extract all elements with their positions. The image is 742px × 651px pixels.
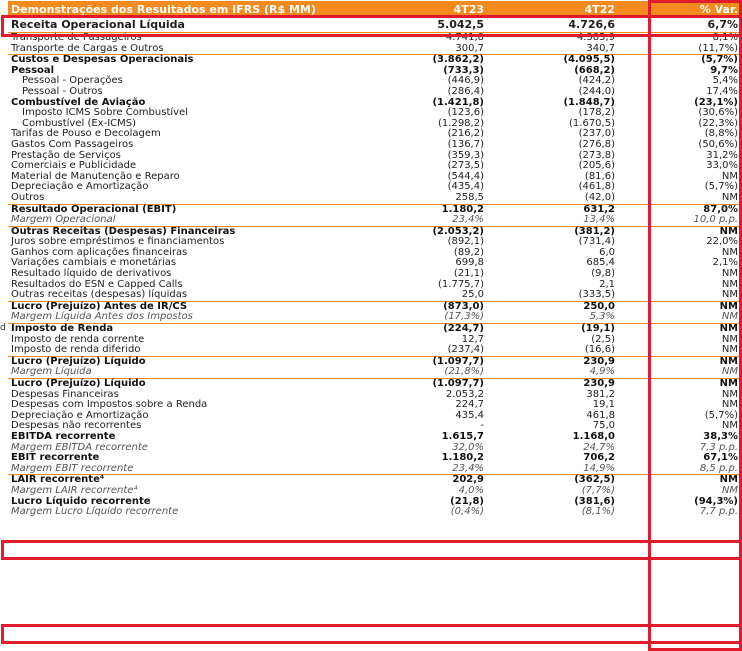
value-4t22: (42,0) (584, 191, 615, 203)
row-label: LAIR recorrente⁴ (11, 474, 105, 486)
header-col-var: % Var. (699, 3, 738, 16)
value-4t23: - (480, 420, 484, 432)
value-4t23: 2.053,2 (445, 388, 484, 400)
row-label: Juros sobre empréstimos e financiamentos (11, 236, 225, 248)
table-row (8, 432, 741, 443)
value-var: NM (719, 300, 738, 312)
value-4t23: (216,2) (447, 128, 484, 140)
row-label: Imposto ICMS Sobre Combustível (22, 107, 188, 119)
table-row (8, 367, 741, 378)
value-var: 22,0% (706, 236, 738, 248)
row-label: Resultado Operacional (EBIT) (11, 203, 177, 215)
row-label: Comerciais e Publicidade (11, 160, 137, 172)
value-4t22: (16,6) (584, 344, 615, 356)
value-4t23: (17,3%) (444, 311, 484, 323)
row-label: Variações cambiais e monetárias (11, 257, 177, 269)
row-label: Margem LAIR recorrente⁴ (11, 484, 138, 496)
row-label: Margem Líquida (11, 366, 92, 378)
value-var: (22,3%) (698, 117, 738, 129)
value-4t23: 1.180,2 (441, 452, 484, 464)
value-4t23: (435,4) (447, 181, 484, 193)
table-row (8, 33, 741, 44)
value-4t23: 435,4 (455, 409, 484, 421)
value-4t22: (668,2) (574, 64, 615, 76)
row-label: Despesas não recorrentes (11, 420, 142, 432)
value-var: 6,7% (707, 18, 738, 31)
value-4t22: 2,1 (599, 278, 615, 290)
value-var: 2,1% (712, 257, 738, 269)
table-row (8, 378, 741, 390)
value-var: 33,0% (706, 160, 738, 172)
table-row (8, 507, 741, 518)
table-row (8, 44, 741, 55)
value-var: 7,3 p.p. (699, 441, 738, 453)
header-col-4t23: 4T23 (453, 3, 484, 16)
value-4t22: (244,0) (578, 85, 615, 97)
row-label: Despesas Financeiras (11, 388, 119, 400)
row-label: EBIT recorrente (11, 452, 100, 464)
value-4t22: (424,2) (578, 75, 615, 87)
value-4t23: 258,5 (455, 191, 484, 203)
highlight-row-lucro-recorrente (1, 624, 742, 644)
value-4t23: 23,4% (452, 462, 484, 474)
value-var: NM (719, 474, 738, 486)
value-4t23: (1.097,7) (432, 378, 484, 389)
value-4t23: (89,2) (453, 246, 484, 258)
value-var: NM (721, 191, 738, 203)
header-col-4t22: 4T22 (584, 3, 615, 16)
value-4t23: 25,0 (461, 289, 484, 301)
row-label: Lucro (Prejuízo) Líquido (11, 355, 146, 367)
row-label: Depreciação e Amortização (11, 181, 149, 193)
value-var: NM (721, 333, 738, 345)
value-var: 8,1% (712, 32, 738, 43)
row-label: Resultado líquido de derivativos (11, 268, 172, 280)
table-row (8, 182, 741, 193)
row-label: Combustível (Ex-ICMS) (22, 117, 137, 129)
value-4t22: 4.385,9 (576, 32, 615, 43)
row-label: Lucro (Prejuízo) Antes de IR/CS (11, 300, 188, 312)
row-label: Outros (11, 191, 45, 203)
row-label: EBITDA recorrente (11, 430, 116, 442)
value-4t22: (273,8) (578, 149, 615, 161)
value-4t23: 224,7 (455, 399, 484, 411)
table-row (8, 193, 741, 204)
value-4t22: 250,0 (583, 300, 615, 312)
row-label: Custos e Despesas Operacionais (11, 54, 194, 66)
value-4t23: (892,1) (447, 236, 484, 248)
value-4t22: 706,2 (583, 452, 615, 464)
value-var: 7,7 p.p. (699, 506, 738, 518)
table-row (8, 486, 741, 497)
value-4t23: (1.421,8) (432, 96, 484, 108)
row-label: Margem EBITDA recorrente (11, 441, 148, 453)
value-4t22: 685,4 (586, 257, 615, 269)
value-4t23: (136,7) (447, 138, 484, 150)
row-label: Margem EBIT recorrente (11, 462, 134, 474)
value-4t23: (359,3) (447, 149, 484, 161)
table-header (8, 1, 741, 18)
value-4t22: (461,8) (578, 181, 615, 193)
row-label: Lucro Líquido recorrente (11, 495, 151, 507)
value-4t22: (1.848,7) (563, 96, 615, 108)
table-row (8, 345, 741, 356)
value-4t22: 631,2 (583, 203, 615, 215)
table-row (8, 421, 741, 432)
value-4t22: 230,9 (583, 378, 615, 389)
value-var: 8,5 p.p. (699, 462, 738, 474)
row-label: Pessoal - Outros (22, 85, 103, 97)
value-var: 31,2% (706, 149, 738, 161)
value-4t23: (733,3) (443, 64, 484, 76)
table-row (8, 215, 741, 226)
value-var: NM (721, 311, 738, 323)
value-4t23: 32,0% (452, 441, 484, 453)
row-label: Gastos Com Passageiros (11, 138, 134, 150)
value-var: (11,7%) (698, 42, 738, 54)
row-label: Prestação de Serviços (11, 149, 121, 161)
value-4t22: (7,7%) (581, 484, 615, 496)
value-4t23: (3.862,2) (432, 54, 484, 66)
value-4t23: (2.053,2) (432, 225, 484, 237)
value-4t22: (333,5) (578, 289, 615, 301)
table-row (8, 323, 741, 335)
value-4t22: (205,6) (578, 160, 615, 172)
value-4t22: 461,8 (586, 409, 615, 421)
value-4t22: (8,1%) (581, 506, 615, 518)
value-4t23: (1.298,2) (438, 117, 484, 129)
value-var: NM (721, 399, 738, 411)
value-var: 9,7% (710, 64, 738, 76)
value-4t23: 1.615,7 (441, 430, 484, 442)
value-4t22: 340,7 (586, 42, 615, 54)
value-4t23: (273,5) (447, 160, 484, 172)
value-4t23: (1.097,7) (432, 355, 484, 367)
value-4t22: 19,1 (592, 399, 615, 411)
value-var: NM (719, 323, 738, 335)
value-var: 10,0 p.p. (693, 214, 738, 226)
value-var: (5,7%) (704, 181, 738, 193)
value-4t22: 5,3% (589, 311, 615, 323)
value-4t22: (731,4) (578, 236, 615, 248)
value-4t23: 5.042,5 (437, 18, 484, 31)
value-var: NM (721, 366, 738, 378)
value-4t23: (286,4) (447, 85, 484, 97)
value-4t23: (21,1) (453, 268, 484, 280)
value-4t22: (2,5) (591, 333, 615, 345)
value-var: NM (719, 378, 738, 389)
value-var: NM (719, 355, 738, 367)
table-row (8, 140, 741, 151)
value-4t23: (123,6) (447, 107, 484, 119)
value-4t23: (21,8%) (444, 366, 484, 378)
table-row (8, 312, 741, 323)
value-4t22: (381,2) (574, 225, 615, 237)
table-row (8, 464, 741, 475)
table-row (8, 204, 741, 216)
row-label: Margem Líquida Antes dos Impostos (11, 311, 193, 323)
value-4t23: (21,8) (450, 495, 484, 507)
value-4t22: 6,0 (599, 246, 615, 258)
value-4t22: (81,6) (584, 170, 615, 182)
value-var: 87,0% (703, 203, 738, 215)
row-label: Outras Receitas (Despesas) Financeiras (11, 225, 236, 237)
value-4t22: 4,9% (589, 366, 615, 378)
row-label: Imposto de Renda (11, 323, 114, 335)
row-label: Combustível de Aviação (11, 96, 146, 108)
value-4t22: 75,0 (592, 420, 615, 432)
row-label: Margem Lucro Líquido recorrente (11, 506, 179, 518)
value-4t23: (873,0) (443, 300, 484, 312)
row-label: Imposto de renda diferido (11, 344, 141, 356)
value-var: NM (721, 289, 738, 301)
table-row (8, 290, 741, 301)
row-label: Pessoal (11, 64, 55, 76)
value-var: (23,1%) (694, 96, 738, 108)
value-var: (30,6%) (698, 107, 738, 119)
value-4t23: 4,0% (458, 484, 484, 496)
value-4t22: (1.670,5) (569, 117, 615, 129)
value-4t22: 1.168,0 (572, 430, 615, 442)
row-label: Ganhos com aplicações financeiras (11, 246, 188, 258)
value-var: NM (721, 484, 738, 496)
table-row (8, 54, 741, 66)
value-4t23: (0,4%) (450, 506, 484, 518)
row-label: Depreciação e Amortização (11, 409, 149, 421)
row-label: Resultados do ESN e Capped Calls (11, 278, 183, 290)
income-statement-table (8, 1, 741, 518)
row-label: Tarifas de Pouso e Decolagem (11, 128, 161, 140)
value-var: NM (721, 170, 738, 182)
table-row (8, 76, 741, 87)
row-label: Imposto de renda corrente (11, 333, 145, 345)
value-4t23: (224,7) (443, 323, 484, 335)
value-4t22: (19,1) (581, 323, 615, 335)
value-4t23: (1.775,7) (438, 278, 484, 290)
value-var: NM (721, 388, 738, 400)
highlight-row-ebitda (1, 540, 742, 560)
value-4t22: 230,9 (583, 355, 615, 367)
row-label: Pessoal - Operações (22, 75, 123, 87)
row-label: Receita Operacional Líquida (11, 18, 185, 31)
value-4t22: 24,7% (583, 441, 615, 453)
value-var: 67,1% (703, 452, 738, 464)
value-4t22: (362,5) (574, 474, 615, 486)
value-4t23: 4.741,8 (445, 32, 484, 43)
row-label: Outras receitas (despesas) líquidas (11, 289, 188, 301)
value-4t22: 14,9% (583, 462, 615, 474)
value-4t23: (544,4) (447, 170, 484, 182)
value-4t22: (9,8) (591, 268, 615, 280)
value-4t23: 12,7 (461, 333, 484, 345)
value-4t22: 4.726,6 (568, 18, 615, 31)
value-var: NM (721, 246, 738, 258)
value-4t22: (381,6) (574, 495, 615, 507)
value-var: 38,3% (703, 430, 738, 442)
value-var: NM (719, 225, 738, 237)
row-label: Material de Manutenção e Reparo (11, 170, 180, 182)
value-4t23: (237,4) (447, 344, 484, 356)
value-4t22: (178,2) (578, 107, 615, 119)
value-4t22: (4.095,5) (563, 54, 615, 66)
row-label: Lucro (Prejuízo) Líquido (11, 378, 146, 389)
value-var: NM (721, 278, 738, 290)
page-margin-mark: d (0, 323, 6, 333)
value-var: (50,6%) (698, 138, 738, 150)
value-var: 5,4% (712, 75, 738, 87)
value-var: NM (721, 344, 738, 356)
value-var: NM (721, 268, 738, 280)
value-4t23: 1.180,2 (441, 203, 484, 215)
value-4t23: 300,7 (455, 42, 484, 54)
value-var: 17,4% (706, 85, 738, 97)
value-4t23: (446,9) (447, 75, 484, 87)
value-4t22: 13,4% (583, 214, 615, 226)
header-title: Demonstrações dos Resultados em IFRS (R$ MM) (11, 3, 316, 16)
value-var: (8,8%) (704, 128, 738, 140)
table-row (8, 356, 741, 368)
row-label: Despesas com Impostos sobre a Renda (11, 399, 208, 411)
value-var: NM (721, 420, 738, 432)
value-var: (5,7%) (704, 409, 738, 421)
value-var: (94,3%) (694, 495, 738, 507)
value-4t23: 23,4% (452, 214, 484, 226)
value-4t23: 202,9 (452, 474, 484, 486)
value-4t22: (237,0) (578, 128, 615, 140)
row-label: Transporte de Cargas e Outros (11, 42, 164, 54)
value-4t23: 699,8 (455, 257, 484, 269)
table-row (8, 443, 741, 454)
value-4t22: 381,2 (586, 388, 615, 400)
value-4t22: (276,8) (578, 138, 615, 150)
value-var: (5,7%) (701, 54, 738, 66)
table-row (8, 18, 741, 33)
table-row (8, 87, 741, 98)
row-label: Margem Operacional (11, 214, 116, 226)
table-body (8, 18, 741, 518)
row-label: Transporte de Passageiros (11, 32, 142, 43)
